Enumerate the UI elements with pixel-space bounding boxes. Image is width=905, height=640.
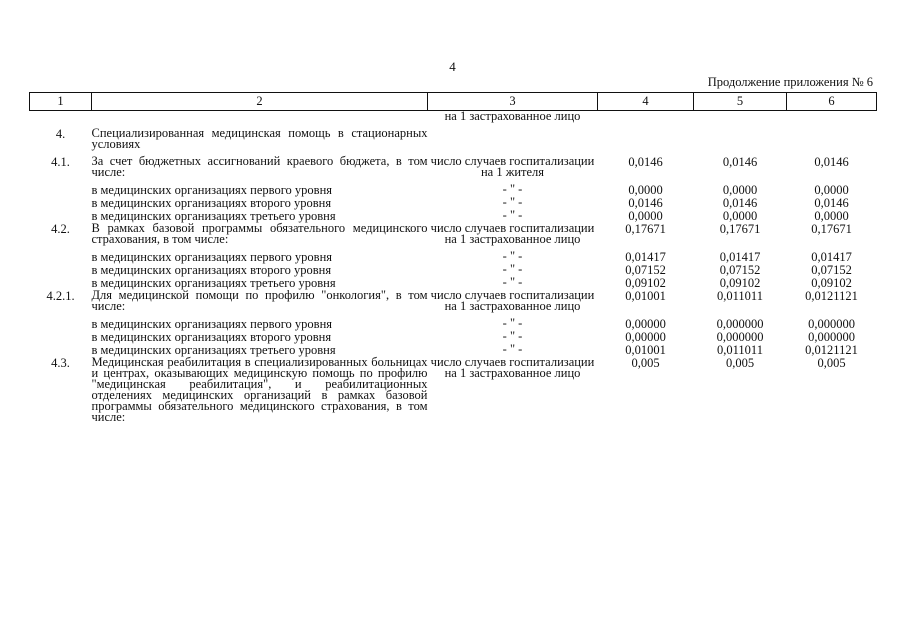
column-header: 6 bbox=[787, 93, 877, 111]
row-unit: число случаев госпитализации на 1 застрахованное лицо bbox=[430, 221, 595, 246]
row-description: в медицинских организациях второго уровня bbox=[91, 330, 332, 344]
page-number: 4 bbox=[449, 59, 456, 74]
row-number: 4. bbox=[55, 127, 66, 141]
row-unit: - " - bbox=[502, 275, 523, 289]
row-description: в медицинских организациях второго уровня bbox=[91, 196, 332, 210]
row-unit: - " - bbox=[502, 249, 523, 263]
row-value-col5: 0,0146 bbox=[722, 196, 758, 210]
row-unit: число случаев госпитализации на 1 застрахованное лицо bbox=[430, 355, 595, 380]
table-body bbox=[30, 111, 877, 424]
row-value-col4: 0,01001 bbox=[625, 343, 666, 357]
row-unit: на 1 застрахованное лицо bbox=[444, 109, 581, 123]
row-value-col5: 0,0146 bbox=[722, 155, 758, 169]
column-header: 4 bbox=[598, 93, 694, 111]
row-value-col6: 0,07152 bbox=[811, 263, 852, 277]
row-value-col6: 0,0146 bbox=[814, 196, 849, 210]
row-number bbox=[30, 264, 92, 277]
row-value-col6: 0,0121121 bbox=[805, 343, 858, 357]
row-value-col6: 0,17671 bbox=[811, 222, 852, 236]
row-value-col4: 0,0000 bbox=[628, 209, 663, 223]
row-value-col4 bbox=[598, 128, 694, 150]
row-value-col5: 0,07152 bbox=[719, 263, 761, 277]
row-value-col6: 0,005 bbox=[817, 356, 846, 370]
row-value-col4: 0,07152 bbox=[625, 263, 666, 277]
row-unit: - " - bbox=[502, 195, 523, 209]
row-description: в медицинских организациях третьего уровня bbox=[91, 343, 336, 357]
row-value-col6: 0,000000 bbox=[808, 330, 855, 344]
row-unit: число случаев госпитализации на 1 застрахованное лицо bbox=[430, 288, 595, 313]
row-value-col6: 0,0000 bbox=[814, 183, 849, 197]
row-value-col6 bbox=[787, 128, 877, 150]
row-value-col5: 0,005 bbox=[725, 356, 755, 370]
column-header-row bbox=[30, 93, 877, 111]
row-number bbox=[30, 251, 92, 264]
row-unit: - " - bbox=[502, 316, 523, 330]
row-description: в медицинских организациях второго уровня bbox=[91, 263, 332, 277]
row-value-col6: 0,0121121 bbox=[805, 289, 858, 303]
row-unit bbox=[428, 128, 598, 150]
row-value-col6: 0,000000 bbox=[808, 317, 855, 331]
row-number: 4.3. bbox=[51, 356, 70, 370]
column-header: 3 bbox=[428, 93, 598, 111]
row-value-col5: 0,01417 bbox=[719, 250, 761, 264]
row-description: Медицинская реабилитация в специализированных больницах и центрах, оказывающих медицинскую помощь по профилю "медицинская реабилитация", и реабилитационных отделениях медицинских организаций в рамках базовой программы обязательного медицинского страхования, в том числе: bbox=[91, 355, 428, 424]
row-unit: - " - bbox=[502, 208, 523, 222]
row-unit: - " - bbox=[502, 329, 523, 343]
norms-table bbox=[29, 92, 877, 423]
row-number bbox=[30, 331, 92, 344]
row-value-col4 bbox=[598, 111, 694, 123]
table-row bbox=[30, 290, 877, 312]
row-value-col4: 0,0146 bbox=[628, 155, 663, 169]
row-value-col4: 0,17671 bbox=[625, 222, 666, 236]
column-header: 2 bbox=[92, 93, 428, 111]
continuation-title: Продолжение приложения № 6 bbox=[707, 75, 873, 89]
row-description: За счет бюджетных ассигнований краевого бюджета, в том числе: bbox=[91, 154, 428, 179]
row-value-col4: 0,005 bbox=[631, 356, 660, 370]
row-value-col5: 0,000000 bbox=[716, 317, 764, 331]
row-unit: - " - bbox=[502, 182, 523, 196]
row-unit: - " - bbox=[502, 342, 523, 356]
row-description bbox=[92, 111, 428, 123]
row-value-col5: 0,000000 bbox=[716, 330, 764, 344]
row-value-col4: 0,00000 bbox=[625, 330, 666, 344]
column-header: 1 bbox=[30, 93, 92, 111]
row-value-col5 bbox=[694, 128, 787, 150]
row-value-col6: 0,0146 bbox=[814, 155, 849, 169]
table-row bbox=[30, 156, 877, 178]
row-value-col6 bbox=[787, 111, 877, 123]
row-description: Для медицинской помощи по профилю "онкология", в том числе: bbox=[91, 288, 428, 313]
row-number: 4.2.1. bbox=[46, 289, 75, 303]
row-value-col5: 0,011011 bbox=[717, 289, 763, 303]
row-unit: - " - bbox=[502, 262, 523, 276]
row-description: Специализированная медицинская помощь в стационарных условиях bbox=[91, 126, 428, 151]
row-value-col6: 0,01417 bbox=[811, 250, 852, 264]
row-value-col4: 0,00000 bbox=[625, 317, 666, 331]
row-value-col5: 0,09102 bbox=[719, 276, 761, 290]
row-description: в медицинских организациях третьего уровня bbox=[91, 209, 336, 223]
row-value-col4: 0,01417 bbox=[625, 250, 666, 264]
row-value-col5: 0,0000 bbox=[722, 209, 758, 223]
row-value-col6: 0,09102 bbox=[811, 276, 852, 290]
row-value-col4: 0,01001 bbox=[625, 289, 666, 303]
row-value-col4: 0,0146 bbox=[628, 196, 663, 210]
row-value-col5: 0,0000 bbox=[722, 183, 758, 197]
row-number: 4.1. bbox=[51, 155, 70, 169]
row-number bbox=[30, 197, 92, 210]
row-description: в медицинских организациях первого уровня bbox=[91, 317, 333, 331]
row-unit: число случаев госпитализации на 1 жителя bbox=[430, 154, 595, 179]
row-value-col4: 0,09102 bbox=[625, 276, 666, 290]
row-description: в медицинских организациях первого уровня bbox=[91, 250, 333, 264]
row-value-col6: 0,0000 bbox=[814, 209, 849, 223]
table-row bbox=[30, 111, 877, 123]
table-row bbox=[30, 223, 877, 245]
table-row bbox=[30, 357, 877, 423]
row-number bbox=[30, 184, 92, 197]
row-description: В рамках базовой программы обязательного медицинского страхования, в том числе: bbox=[91, 221, 428, 246]
row-value-col4: 0,0000 bbox=[628, 183, 663, 197]
row-value-col5: 0,17671 bbox=[719, 222, 761, 236]
row-number bbox=[30, 318, 92, 331]
row-description: в медицинских организациях первого уровня bbox=[91, 183, 333, 197]
column-header: 5 bbox=[694, 93, 787, 111]
row-description: в медицинских организациях третьего уровня bbox=[91, 276, 336, 290]
row-value-col5 bbox=[694, 111, 787, 123]
row-number bbox=[30, 111, 92, 123]
row-value-col5: 0,011011 bbox=[717, 343, 763, 357]
row-number: 4.2. bbox=[51, 222, 70, 236]
table-row bbox=[30, 128, 877, 150]
